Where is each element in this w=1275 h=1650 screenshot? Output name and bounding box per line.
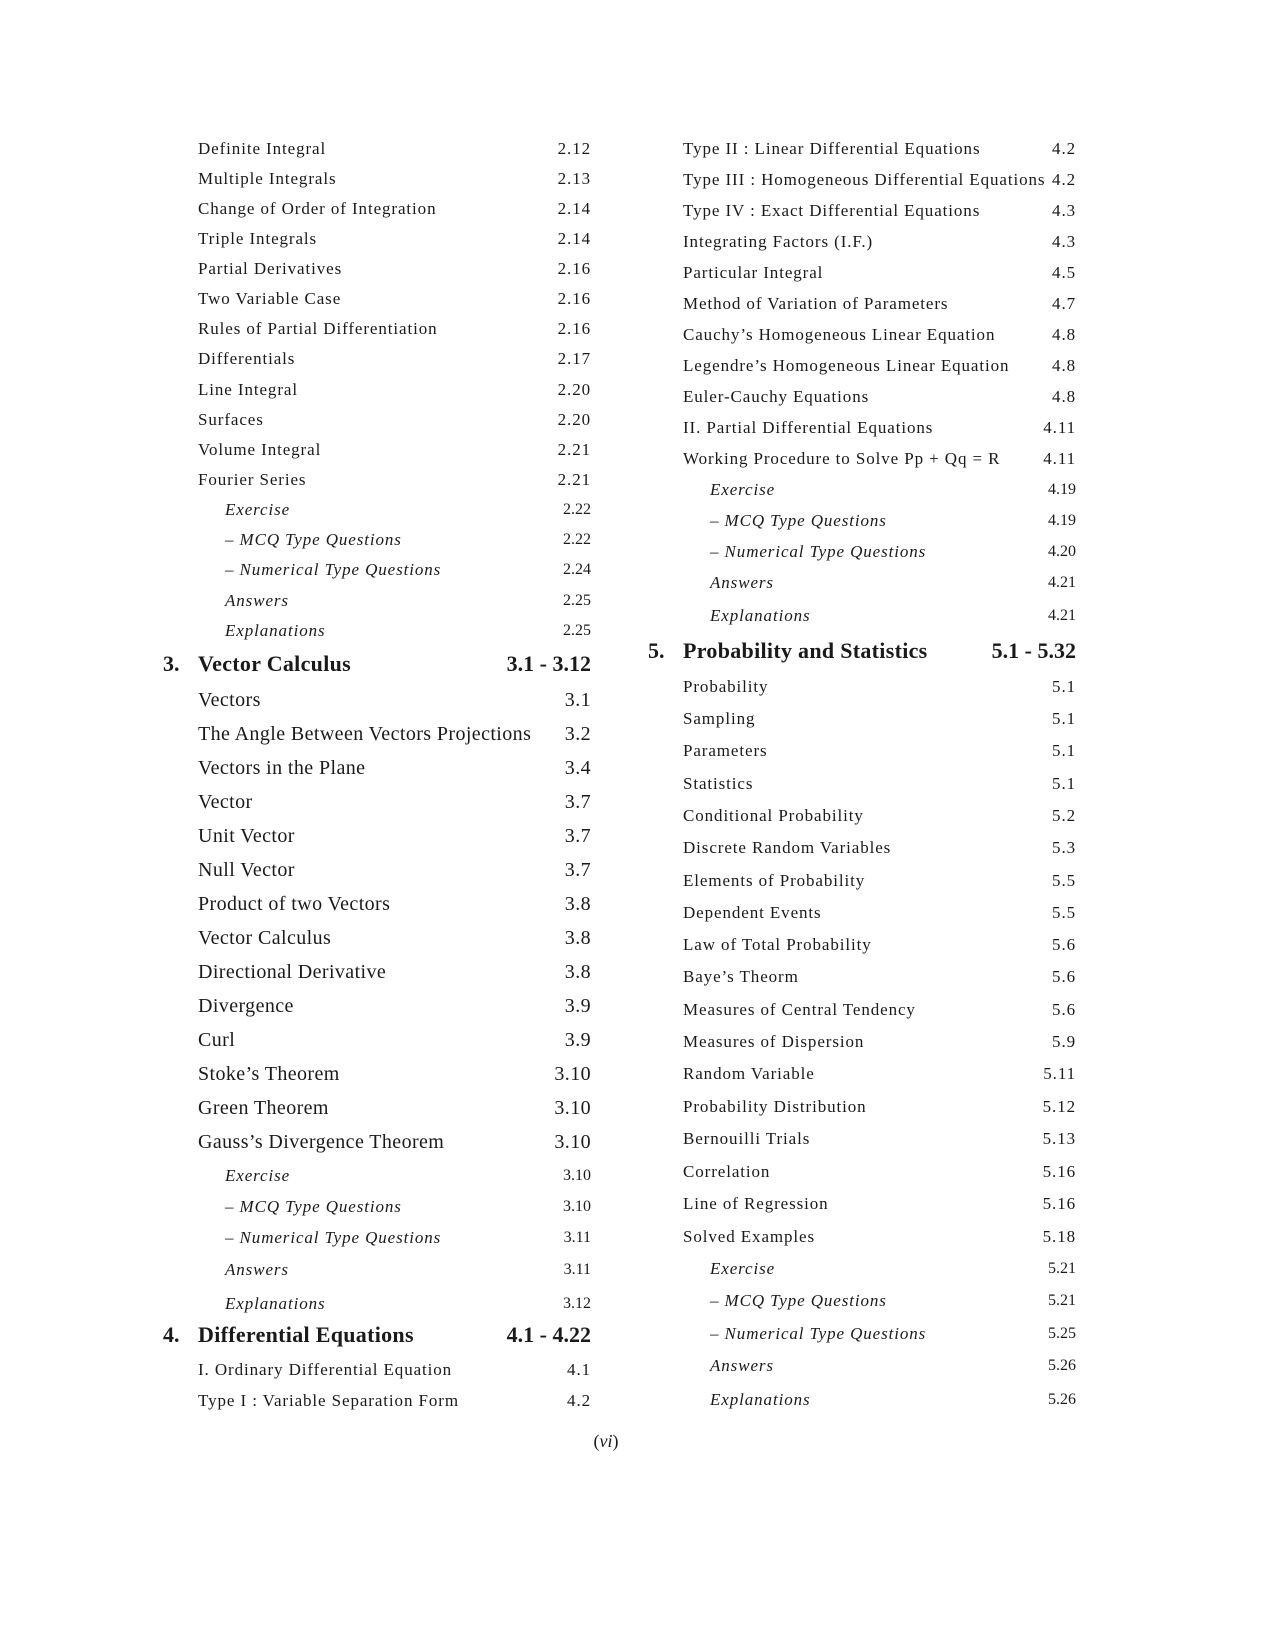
toc-entry — [163, 1126, 591, 1158]
entry-page: 4.5 — [1052, 263, 1076, 282]
entry-title: Differential Equations — [198, 1322, 414, 1347]
entry-title: I. Ordinary Differential Equation — [198, 1360, 453, 1379]
entry-title: Probability — [683, 677, 769, 696]
toc-entry — [163, 613, 591, 645]
entry-title: Fourier Series — [198, 470, 307, 489]
entry-page: 5.26 — [1048, 1357, 1076, 1374]
entry-title: Vector Calculus — [198, 651, 351, 676]
toc-entry — [648, 162, 1076, 194]
entry-title: Integrating Factors (I.F.) — [683, 232, 874, 251]
toc-entry — [163, 820, 591, 852]
toc-entry — [648, 927, 1076, 959]
toc-entry — [648, 798, 1076, 830]
entry-page: 3.9 — [564, 1029, 591, 1051]
toc-entry — [163, 462, 591, 494]
entry-page: 2.22 — [563, 531, 591, 548]
entry-page: 4.8 — [1052, 387, 1076, 406]
entry-page: 3.10 — [554, 1131, 591, 1153]
toc-entry — [163, 372, 591, 404]
entry-title: Vector Calculus — [198, 927, 332, 949]
toc-entry — [163, 1252, 591, 1284]
chapter-number: 5. — [648, 638, 665, 663]
toc-entry — [163, 161, 591, 193]
entry-title: Line of Regression — [683, 1194, 829, 1213]
entry-title: Explanations — [225, 1294, 326, 1313]
entry-title: Euler-Cauchy Equations — [683, 387, 870, 406]
entry-page: 3.7 — [564, 859, 591, 881]
entry-title: Type III : Homogeneous Differential Equations — [683, 170, 1046, 189]
entry-page: 4.21 — [1048, 574, 1076, 591]
entry-title: Rules of Partial Differentiation — [198, 319, 438, 338]
entry-page: 4.7 — [1052, 294, 1076, 313]
entry-title: Answers — [710, 573, 774, 592]
toc-entry — [648, 1283, 1076, 1315]
toc-entry — [648, 1348, 1076, 1380]
entry-page: 3.8 — [564, 961, 591, 983]
entry-page: 4.20 — [1048, 543, 1076, 560]
toc-entry — [163, 221, 591, 253]
toc-entry — [163, 718, 591, 750]
toc-entry — [163, 402, 591, 434]
entry-title: Stoke’s Theorem — [198, 1063, 340, 1085]
entry-page: 5.2 — [1052, 806, 1076, 825]
entry-page: 5.11 — [1043, 1064, 1076, 1083]
entry-page: 5.6 — [1052, 935, 1076, 954]
entry-title: – MCQ Type Questions — [710, 511, 887, 530]
entry-page: 5.1 — [1052, 774, 1076, 793]
toc-entry — [648, 733, 1076, 765]
toc-entry — [163, 786, 591, 818]
entry-page: 4.19 — [1048, 481, 1076, 498]
entry-title: Elements of Probability — [683, 871, 866, 890]
entry-title: Exercise — [710, 1259, 776, 1278]
entry-page: 3.7 — [564, 825, 591, 847]
toc-entry — [648, 701, 1076, 733]
toc-entry — [163, 1286, 591, 1318]
entry-page: 4.2 — [1052, 139, 1076, 158]
toc-entry — [163, 1352, 591, 1384]
toc-entry — [648, 863, 1076, 895]
toc-entry — [648, 1056, 1076, 1088]
entry-title: Curl — [198, 1029, 236, 1051]
entry-page: 4.19 — [1048, 512, 1076, 529]
entry-title: – MCQ Type Questions — [225, 530, 402, 549]
entry-title: Measures of Central Tendency — [683, 1000, 916, 1019]
entry-title: Probability Distribution — [683, 1097, 867, 1116]
entry-page: 2.14 — [557, 199, 591, 218]
entry-title: Exercise — [225, 1166, 291, 1185]
entry-title: Exercise — [710, 480, 776, 499]
toc-entry — [648, 669, 1076, 701]
entry-title: Product of two Vectors — [198, 893, 391, 915]
entry-page: 4.1 — [567, 1360, 591, 1379]
entry-title: Definite Integral — [198, 139, 327, 158]
entry-title: Type II : Linear Differential Equations — [683, 139, 981, 158]
entry-page: 2.22 — [563, 501, 591, 518]
toc-entry — [163, 1189, 591, 1221]
entry-title: Answers — [710, 1356, 774, 1375]
entry-page: 5.21 — [1048, 1292, 1076, 1309]
entry-page: 5.1 — [1052, 677, 1076, 696]
toc-entry — [648, 503, 1076, 535]
toc-entry — [163, 131, 591, 163]
toc-entry — [648, 959, 1076, 991]
entry-page: 5.26 — [1048, 1391, 1076, 1408]
entry-title: Green Theorem — [198, 1097, 329, 1119]
entry-title: Working Procedure to Solve Pp + Qq = R — [683, 449, 1001, 468]
entry-page: 5.1 — [1052, 741, 1076, 760]
toc-entry — [648, 766, 1076, 798]
entry-page: 3.8 — [564, 893, 591, 915]
toc-entry — [163, 990, 591, 1022]
toc-entry — [163, 1024, 591, 1056]
toc-entry — [648, 1316, 1076, 1348]
entry-title: Line Integral — [198, 380, 298, 399]
entry-page: 5.18 — [1042, 1227, 1076, 1246]
entry-page: 4.21 — [1048, 607, 1076, 624]
chapter-heading — [163, 649, 591, 681]
entry-title: – MCQ Type Questions — [710, 1291, 887, 1310]
toc-entry — [648, 1024, 1076, 1056]
entry-page: 3.9 — [564, 995, 591, 1017]
entry-title: Dependent Events — [683, 903, 822, 922]
entry-title: Method of Variation of Parameters — [683, 294, 949, 313]
entry-title: Answers — [225, 591, 289, 610]
toc-entry — [648, 1382, 1076, 1414]
toc-entry — [648, 379, 1076, 411]
entry-title: Volume Integral — [198, 440, 322, 459]
entry-page: 2.13 — [557, 169, 591, 188]
entry-page: 5.16 — [1042, 1162, 1076, 1181]
toc-entry — [648, 1089, 1076, 1121]
toc-entry — [163, 251, 591, 283]
entry-title: Partial Derivatives — [198, 259, 343, 278]
toc-entry — [648, 1154, 1076, 1186]
entry-page: 5.16 — [1042, 1194, 1076, 1213]
entry-title: – Numerical Type Questions — [225, 1228, 442, 1247]
chapter-heading — [648, 636, 1076, 668]
entry-page: 3.12 — [563, 1295, 591, 1312]
entry-title: Statistics — [683, 774, 754, 793]
entry-title: Surfaces — [198, 410, 264, 429]
toc-entry — [163, 1158, 591, 1190]
toc-entry — [648, 830, 1076, 862]
entry-page: 4.3 — [1052, 201, 1076, 220]
toc-entry — [163, 854, 591, 886]
entry-page: 2.24 — [563, 561, 591, 578]
toc-entry — [163, 888, 591, 920]
toc-entry — [648, 534, 1076, 566]
entry-page: 5.12 — [1042, 1097, 1076, 1116]
entry-title: Directional Derivative — [198, 961, 387, 983]
entry-page: 3.7 — [564, 791, 591, 813]
entry-page: 3.4 — [564, 757, 591, 779]
entry-page: 3.11 — [563, 1261, 591, 1278]
entry-title: – MCQ Type Questions — [225, 1197, 402, 1216]
entry-page: 2.21 — [557, 470, 591, 489]
entry-title: Unit Vector — [198, 825, 295, 847]
entry-title: Explanations — [710, 1390, 811, 1409]
chapter-number: 3. — [163, 651, 180, 676]
toc-entry — [163, 341, 591, 373]
toc-entry — [163, 281, 591, 313]
toc-entry — [163, 956, 591, 988]
entry-title: Solved Examples — [683, 1227, 816, 1246]
chapter-number: 4. — [163, 1322, 180, 1347]
entry-page: 2.16 — [557, 289, 591, 308]
entry-page: 5.1 — [1052, 709, 1076, 728]
entry-page: 4.8 — [1052, 356, 1076, 375]
entry-title: Explanations — [225, 621, 326, 640]
entry-page: 2.20 — [557, 380, 591, 399]
entry-title: Exercise — [225, 500, 291, 519]
entry-page: 3.8 — [564, 927, 591, 949]
entry-title: Baye’s Theorm — [683, 967, 799, 986]
entry-title: Discrete Random Variables — [683, 838, 892, 857]
entry-page: 4.2 — [567, 1391, 591, 1410]
toc-entry — [648, 895, 1076, 927]
entry-title: Parameters — [683, 741, 768, 760]
entry-page: 4.1 - 4.22 — [506, 1322, 591, 1347]
entry-page: 2.17 — [557, 349, 591, 368]
entry-page: 2.20 — [557, 410, 591, 429]
page-number: (vi) — [593, 1431, 619, 1451]
entry-page: 3.11 — [563, 1229, 591, 1246]
toc-entry — [648, 317, 1076, 349]
entry-page: 2.12 — [557, 139, 591, 158]
entry-page: 5.5 — [1052, 903, 1076, 922]
entry-page: 4.3 — [1052, 232, 1076, 251]
toc-entry — [648, 131, 1076, 163]
entry-title: Vector — [198, 791, 253, 813]
entry-title: Gauss’s Divergence Theorem — [198, 1131, 445, 1153]
toc-entry — [163, 432, 591, 464]
entry-title: – Numerical Type Questions — [710, 1324, 927, 1343]
entry-page: 2.14 — [557, 229, 591, 248]
entry-title: Conditional Probability — [683, 806, 864, 825]
entry-title: Random Variable — [683, 1064, 815, 1083]
entry-page: 3.1 - 3.12 — [506, 651, 591, 676]
entry-title: II. Partial Differential Equations — [683, 418, 934, 437]
entry-title: Bernouilli Trials — [683, 1129, 811, 1148]
entry-title: Null Vector — [198, 859, 295, 881]
toc-entry — [163, 522, 591, 554]
entry-title: Type I : Variable Separation Form — [198, 1391, 459, 1410]
entry-title: Probability and Statistics — [683, 638, 928, 663]
toc-entry — [163, 492, 591, 524]
entry-title: Multiple Integrals — [198, 169, 337, 188]
entry-title: Triple Integrals — [198, 229, 318, 248]
entry-title: Particular Integral — [683, 263, 824, 282]
entry-page: 2.25 — [563, 622, 591, 639]
entry-page: 5.5 — [1052, 871, 1076, 890]
entry-page: 4.11 — [1043, 418, 1076, 437]
entry-page: 2.16 — [557, 259, 591, 278]
toc-entry — [163, 552, 591, 584]
entry-page: 2.21 — [557, 440, 591, 459]
toc-entry — [163, 191, 591, 223]
entry-page: 5.1 - 5.32 — [991, 638, 1076, 663]
toc-entry — [648, 1186, 1076, 1218]
entry-page: 3.10 — [563, 1198, 591, 1215]
toc-entry — [163, 1058, 591, 1090]
entry-page: 5.25 — [1048, 1325, 1076, 1342]
entry-page: 4.8 — [1052, 325, 1076, 344]
toc-entry — [163, 1383, 591, 1415]
chapter-heading — [163, 1320, 591, 1352]
toc-entry — [648, 1121, 1076, 1153]
entry-page: 4.11 — [1043, 449, 1076, 468]
toc-entry — [648, 598, 1076, 630]
entry-title: Answers — [225, 1260, 289, 1279]
entry-page: 5.13 — [1042, 1129, 1076, 1148]
toc-entry — [163, 922, 591, 954]
toc-entry — [648, 286, 1076, 318]
toc-entry — [648, 1251, 1076, 1283]
entry-title: Two Variable Case — [198, 289, 342, 308]
entry-title: Differentials — [198, 349, 296, 368]
entry-page: 3.10 — [554, 1063, 591, 1085]
page-number-text: vi — [599, 1431, 613, 1451]
entry-title: The Angle Between Vectors Projections — [198, 723, 532, 745]
toc-entry — [648, 193, 1076, 225]
toc-entry — [163, 311, 591, 343]
entry-page: 5.6 — [1052, 1000, 1076, 1019]
toc-entry — [648, 410, 1076, 442]
entry-title: Law of Total Probability — [683, 935, 872, 954]
entry-title: – Numerical Type Questions — [710, 542, 927, 561]
toc-entry — [648, 992, 1076, 1024]
entry-title: Divergence — [198, 995, 294, 1017]
entry-page: 3.2 — [564, 723, 591, 745]
entry-title: Explanations — [710, 606, 811, 625]
entry-page: 5.21 — [1048, 1260, 1076, 1277]
toc-entry — [163, 1092, 591, 1124]
entry-title: Measures of Dispersion — [683, 1032, 865, 1051]
entry-page: 5.6 — [1052, 967, 1076, 986]
entry-page: 2.16 — [557, 319, 591, 338]
entry-page: 3.10 — [563, 1167, 591, 1184]
entry-title: Type IV : Exact Differential Equations — [683, 201, 981, 220]
toc-entry — [648, 348, 1076, 380]
entry-title: Vectors — [198, 689, 261, 711]
entry-page: 4.2 — [1052, 170, 1076, 189]
entry-title: – Numerical Type Questions — [225, 560, 442, 579]
toc-entry — [648, 441, 1076, 473]
entry-title: Sampling — [683, 709, 756, 728]
toc-entry — [163, 684, 591, 716]
entry-title: Legendre’s Homogeneous Linear Equation — [683, 356, 1010, 375]
toc-entry — [648, 565, 1076, 597]
entry-page: 3.1 — [564, 689, 591, 711]
toc-entry — [648, 1219, 1076, 1251]
toc-entry — [648, 472, 1076, 504]
entry-title: Vectors in the Plane — [198, 757, 366, 779]
entry-page: 5.3 — [1052, 838, 1076, 857]
entry-title: Change of Order of Integration — [198, 199, 437, 218]
toc-entry — [648, 224, 1076, 256]
toc-entry — [163, 752, 591, 784]
entry-page: 5.9 — [1052, 1032, 1076, 1051]
entry-page: 3.10 — [554, 1097, 591, 1119]
toc-entry — [648, 255, 1076, 287]
entry-page: 2.25 — [563, 592, 591, 609]
entry-title: Correlation — [683, 1162, 771, 1181]
entry-title: Cauchy’s Homogeneous Linear Equation — [683, 325, 996, 344]
toc-entry — [163, 1220, 591, 1252]
toc-entry — [163, 583, 591, 615]
